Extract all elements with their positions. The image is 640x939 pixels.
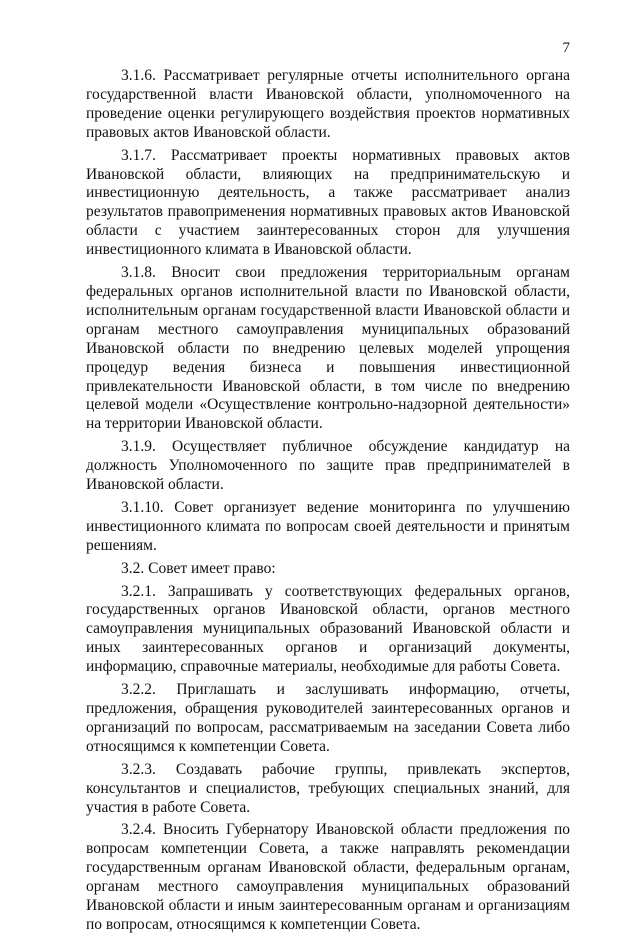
paragraph-3-1-6: 3.1.6. Рассматривает регулярные отчеты исполнительного органа государственной власти Ивановской области, уполномоченного на проведение оценки регулирующего воздействия проектов нормативных правовых актов Ивановской области. xyxy=(86,67,570,141)
paragraph-3-1-10: 3.1.10. Совет организует ведение мониторинга по улучшению инвестиционного климата по вопросам своей деятельности и принятым решениям. xyxy=(86,498,570,554)
paragraph-3-2-4: 3.2.4. Вносить Губернатору Ивановской области предложения по вопросам компетенции Совета, а также направлять рекомендации государственным органам Ивановской области, федеральным органам, органам местного самоуправления муниципальных образований Ивановской области и иным заинтересованным органам и организациям по вопросам, относящимся к компетенции Совета. xyxy=(86,821,570,933)
paragraph-3-2-2: 3.2.2. Приглашать и заслушивать информацию, отчеты, предложения, обращения руководителей заинтересованных органов и организаций по вопросам, рассматриваемым на заседании Совета либо относящимся к компетенции Совета. xyxy=(86,681,570,755)
paragraph-3-1-9: 3.1.9. Осуществляет публичное обсуждение кандидатур на должность Уполномоченного по защите прав предпринимателей в Ивановской области. xyxy=(86,438,570,494)
document-body xyxy=(86,67,570,939)
paragraph-3-2-1: 3.2.1. Запрашивать у соответствующих федеральных органов, государственных органов Ивановской области, органов местного самоуправления муниципальных образований Ивановской области и иных заинтересованных органов и организаций документы, информацию, справочные материалы, необходимые для работы Совета. xyxy=(86,582,570,676)
paragraph-3-2-3: 3.2.3. Создавать рабочие группы, привлекать экспертов, консультантов и специалистов, требующих специальных знаний, для участия в работе Совета. xyxy=(86,760,570,816)
paragraph-3-1-7: 3.1.7. Рассматривает проекты нормативных правовых актов Ивановской области, влияющих на предпринимательскую и инвестиционную деятельность, а также рассматривает анализ результатов правоприменения нормативных правовых актов Ивановской области с участием заинтересованных сторон для улучшения инвестиционного климата в Ивановской области. xyxy=(86,146,570,259)
paragraph-3-1-8: 3.1.8. Вносит свои предложения территориальным органам федеральных органов исполнительной власти по Ивановской области, исполнительным органам государственной власти Ивановской области и органам местного самоуправления муниципальных образований Ивановской области по внедрению целевых моделей упрощения процедур ведения бизнеса и повышения инвестиционной привлекательности Ивановской области, в том числе по внедрению целевой модели «Осуществление контрольно-надзорной деятельности» на территории Ивановской области. xyxy=(86,264,570,433)
paragraph-3-2: 3.2. Совет имеет право: xyxy=(121,559,276,577)
page-number: 7 xyxy=(562,40,570,56)
